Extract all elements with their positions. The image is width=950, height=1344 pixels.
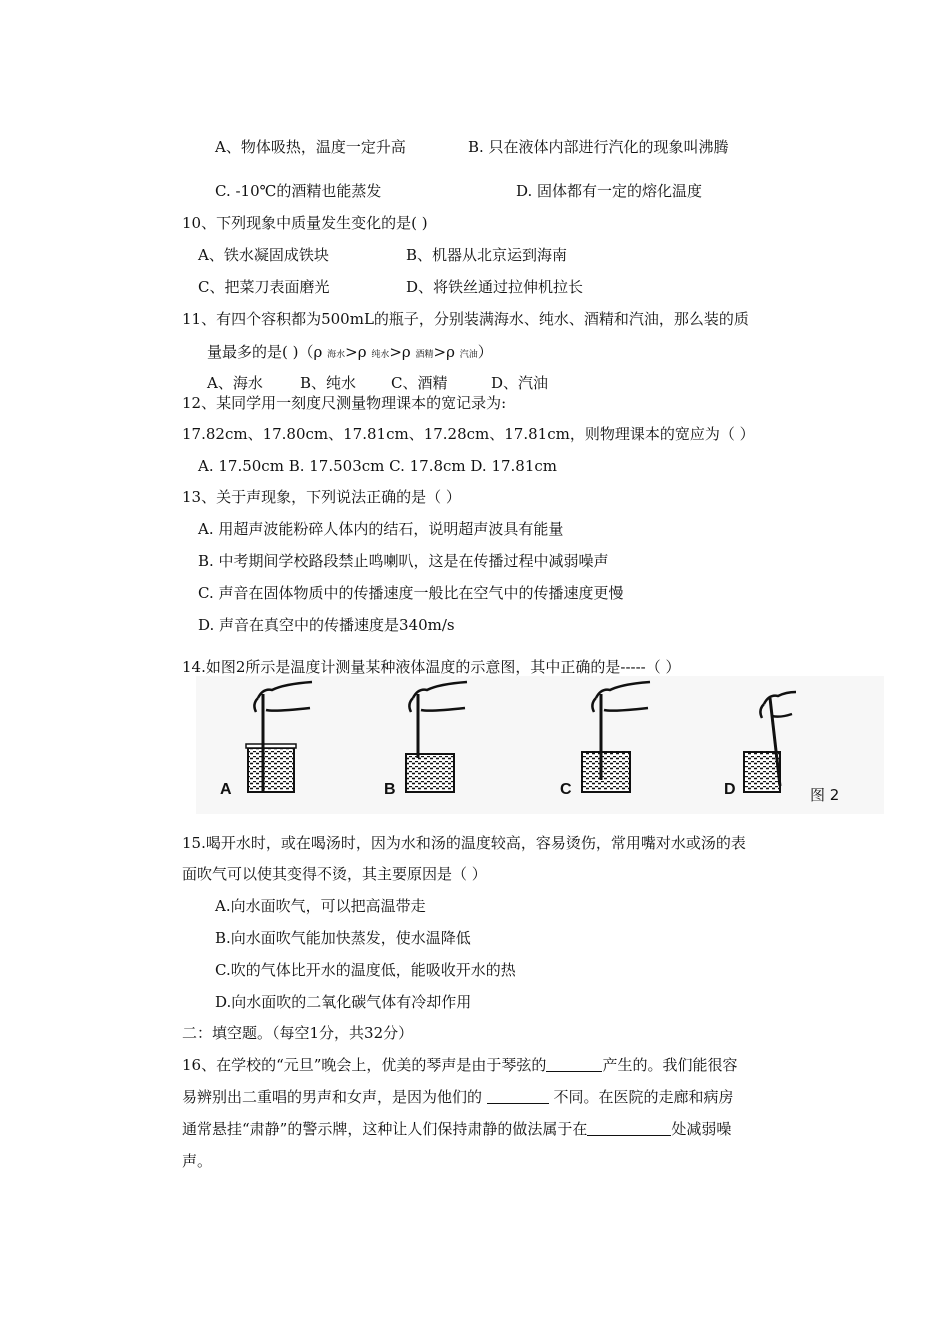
q11-option-d: D、汽油 <box>491 374 549 392</box>
q10-option-b: B、机器从北京运到海南 <box>406 246 568 264</box>
q15-option-d: D.向水面吹的二氧化碳气体有冷却作用 <box>215 993 472 1011</box>
figure-caption: 图 2 <box>810 786 840 804</box>
q11-stem-line1: 11、有四个容积都为500mL的瓶子，分别装满海水、纯水、酒精和汽油，那么装的质 <box>182 310 749 328</box>
q16-line3: 通常悬挂“肃静”的警示牌，这种让人们保持肃静的做法属于在 处减弱噪 <box>182 1120 732 1138</box>
q10-option-a: A、铁水凝固成铁块 <box>198 246 329 264</box>
q16-line1: 16、在学校的“元旦”晚会上，优美的琴声是由于琴弦的 产生的。我们能很容 <box>182 1056 738 1074</box>
q11-stem-text: 量最多的是( ) <box>207 343 299 361</box>
q11-option-a: A、海水 <box>207 374 263 392</box>
q13-stem: 13、关于声现象，下列说法正确的是（ ） <box>182 488 461 506</box>
q9-option-c: C. -10℃的酒精也能蒸发 <box>215 182 382 200</box>
q10-stem: 10、下列现象中质量发生变化的是( ) <box>182 214 428 232</box>
figure-label-a: A <box>220 781 232 798</box>
q9-option-d: D. 固体都有一定的熔化温度 <box>516 182 703 200</box>
q10-option-d: D、将铁丝通过拉伸机拉长 <box>406 278 584 296</box>
figure-label-d: D <box>724 781 736 798</box>
q16-blank-3[interactable] <box>587 1121 671 1136</box>
q9-option-b: B. 只在液体内部进行汽化的现象叫沸腾 <box>468 138 729 156</box>
q15-stem-line1: 15.喝开水时，或在喝汤时，因为水和汤的温度较高，容易烫伤，常用嘴对水或汤的表 <box>182 834 746 852</box>
q16-blank-1[interactable] <box>546 1057 602 1072</box>
thermometer-figure <box>196 676 884 814</box>
q15-option-a: A.向水面吹气，可以把高温带走 <box>215 897 426 915</box>
density-hint: （ρ 海水>ρ 纯水>ρ 酒精>ρ 汽油） <box>298 343 493 361</box>
figure-label-c: C <box>560 781 572 798</box>
q13-option-d: D. 声音在真空中的传播速度是340m/s <box>198 616 455 634</box>
q10-option-c: C、把菜刀表面磨光 <box>198 278 330 296</box>
q9-option-a: A、物体吸热，温度一定升高 <box>215 138 406 156</box>
q15-option-c: C.吹的气体比开水的温度低，能吸收开水的热 <box>215 961 516 979</box>
figure-label-b: B <box>384 781 396 798</box>
q16-blank-2[interactable] <box>487 1089 549 1104</box>
q11-stem-line2 <box>207 342 493 365</box>
q12-options: A. 17.50cm B. 17.503cm C. 17.8cm D. 17.81cm <box>198 457 558 475</box>
section2-title: 二：填空题。（每空1分，共32分） <box>182 1024 414 1042</box>
q11-option-c: C、酒精 <box>391 374 448 392</box>
q13-option-c: C. 声音在固体物质中的传播速度一般比在空气中的传播速度更慢 <box>198 584 624 602</box>
q16-line2: 易辨别出二重唱的男声和女声，是因为他们的 不同。在医院的走廊和病房 <box>182 1088 734 1106</box>
q15-stem-line2: 面吹气可以使其变得不烫，其主要原因是（ ） <box>182 865 487 883</box>
q15-option-b: B.向水面吹气能加快蒸发，使水温降低 <box>215 929 471 947</box>
q14-stem: 14.如图2所示是温度计测量某种液体温度的示意图，其中正确的是-----（ ） <box>182 658 681 676</box>
q12-stem-line1: 12、某同学用一刻度尺测量物理课本的宽记录为: <box>182 394 507 412</box>
q13-option-b: B. 中考期间学校路段禁止鸣喇叭，这是在传播过程中减弱噪声 <box>198 552 609 570</box>
q13-option-a: A. 用超声波能粉碎人体内的结石，说明超声波具有能量 <box>198 520 564 538</box>
q12-stem-line2: 17.82cm、17.80cm、17.81cm、17.28cm、17.81cm，则物理课本的宽应为（ ） <box>182 425 755 443</box>
q11-option-b: B、纯水 <box>300 374 357 392</box>
q16-line4: 声。 <box>182 1152 213 1170</box>
